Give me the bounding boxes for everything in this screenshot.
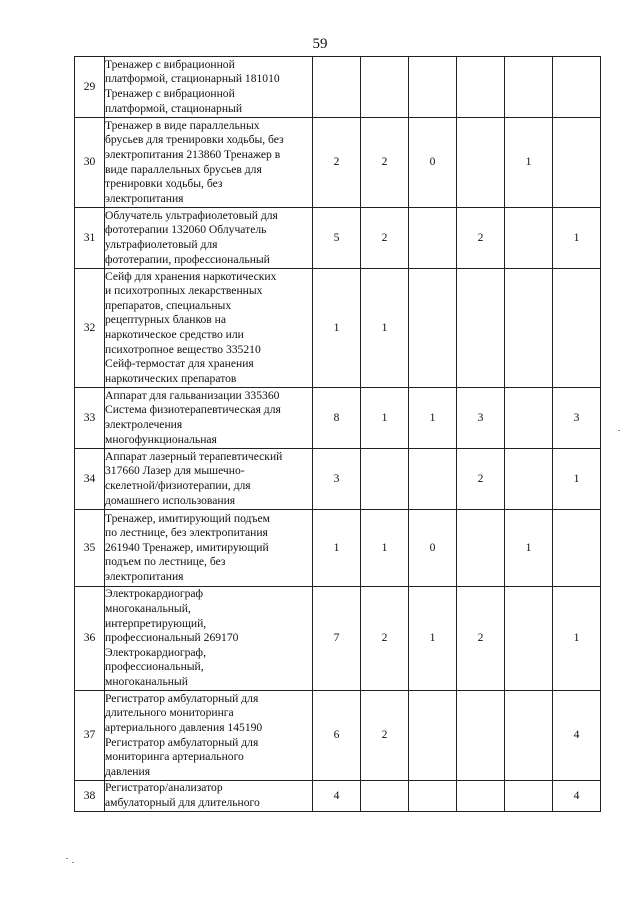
value-cell: 1 — [313, 510, 361, 587]
table-row — [75, 449, 601, 510]
value-cell: 1 — [409, 388, 457, 449]
value-cell: 8 — [313, 388, 361, 449]
table-row — [75, 269, 601, 388]
value-cell — [457, 57, 505, 118]
value-cell — [505, 57, 553, 118]
value-cell — [505, 449, 553, 510]
value-cell: 2 — [457, 587, 505, 691]
value-cell: 1 — [313, 269, 361, 388]
value-cell: 4 — [313, 781, 361, 812]
value-cell: 4 — [553, 691, 601, 781]
value-cell — [553, 57, 601, 118]
value-cell: 1 — [553, 449, 601, 510]
row-number: 37 — [75, 691, 105, 781]
item-description: Электрокардиограф многоканальный, интерпретирующий, профессиональный 269170 Электрокардиограф, профессиональный, многоканальный — [105, 587, 313, 691]
scan-speck — [66, 858, 68, 859]
value-cell — [361, 781, 409, 812]
item-description: Облучатель ультрафиолетовый для фототерапии 132060 Облучатель ультрафиолетовый для фототерапии, профессиональный — [105, 208, 313, 269]
value-cell — [505, 691, 553, 781]
item-description: Тренажер, имитирующий подъем по лестнице, без электропитания 261940 Тренажер, имитирующий подъем по лестнице, без электропитания — [105, 510, 313, 587]
value-cell — [553, 269, 601, 388]
table-row — [75, 587, 601, 691]
table-row — [75, 208, 601, 269]
item-description: Аппарат лазерный терапевтический 317660 Лазер для мышечно- скелетной/физиотерапии, для домашнего использования — [105, 449, 313, 510]
value-cell: 1 — [361, 510, 409, 587]
page-number: 59 — [312, 36, 328, 52]
value-cell — [409, 208, 457, 269]
item-description: Аппарат для гальванизации 335360 Система физиотерапевтическая для электролечения многофункциональная — [105, 388, 313, 449]
value-cell — [409, 691, 457, 781]
value-cell — [409, 269, 457, 388]
value-cell: 2 — [313, 118, 361, 208]
value-cell: 2 — [361, 587, 409, 691]
value-cell — [409, 781, 457, 812]
value-cell: 3 — [313, 449, 361, 510]
row-number: 33 — [75, 388, 105, 449]
value-cell — [361, 449, 409, 510]
value-cell: 7 — [313, 587, 361, 691]
value-cell: 3 — [457, 388, 505, 449]
value-cell: 1 — [553, 208, 601, 269]
row-number: 34 — [75, 449, 105, 510]
value-cell — [553, 510, 601, 587]
value-cell — [505, 388, 553, 449]
value-cell: 2 — [361, 118, 409, 208]
row-number: 31 — [75, 208, 105, 269]
row-number: 36 — [75, 587, 105, 691]
value-cell — [313, 57, 361, 118]
row-number: 35 — [75, 510, 105, 587]
value-cell — [457, 269, 505, 388]
item-description: Тренажер в виде параллельных брусьев для тренировки ходьбы, без электропитания 213860 Тренажер в виде параллельных брусьев для тренировки ходьбы, без электропитания — [105, 118, 313, 208]
value-cell: 1 — [505, 118, 553, 208]
row-number: 29 — [75, 57, 105, 118]
value-cell — [457, 510, 505, 587]
scan-speck — [72, 862, 74, 863]
item-description: Сейф для хранения наркотических и психотропных лекарственных препаратов, специальных рецептурных бланков на наркотическое средство или психотропное вещество 335210 Сейф-термостат для хранения наркотических препаратов — [105, 269, 313, 388]
value-cell: 1 — [409, 587, 457, 691]
value-cell — [457, 691, 505, 781]
value-cell: 5 — [313, 208, 361, 269]
value-cell: 0 — [409, 118, 457, 208]
value-cell — [361, 57, 409, 118]
value-cell — [505, 587, 553, 691]
scan-speck — [618, 430, 620, 431]
value-cell: 1 — [553, 587, 601, 691]
value-cell — [457, 118, 505, 208]
table-row — [75, 57, 601, 118]
value-cell: 0 — [409, 510, 457, 587]
row-number: 30 — [75, 118, 105, 208]
table-row — [75, 691, 601, 781]
value-cell: 2 — [361, 691, 409, 781]
row-number: 38 — [75, 781, 105, 812]
value-cell: 1 — [505, 510, 553, 587]
value-cell — [505, 781, 553, 812]
value-cell — [409, 449, 457, 510]
value-cell — [553, 118, 601, 208]
equipment-table — [74, 56, 601, 812]
row-number: 32 — [75, 269, 105, 388]
item-description: Тренажер с вибрационной платформой, стационарный 181010 Тренажер с вибрационной платформой, стационарный — [105, 57, 313, 118]
value-cell — [409, 57, 457, 118]
value-cell: 2 — [361, 208, 409, 269]
item-description: Регистратор амбулаторный для длительного мониторинга артериального давления 145190 Регистратор амбулаторный для мониторинга артериального давления — [105, 691, 313, 781]
value-cell — [505, 208, 553, 269]
value-cell: 2 — [457, 208, 505, 269]
value-cell — [505, 269, 553, 388]
value-cell: 2 — [457, 449, 505, 510]
value-cell: 3 — [553, 388, 601, 449]
value-cell — [457, 781, 505, 812]
value-cell: 4 — [553, 781, 601, 812]
table-row — [75, 118, 601, 208]
value-cell: 6 — [313, 691, 361, 781]
table-row — [75, 510, 601, 587]
item-description: Регистратор/анализатор амбулаторный для длительного — [105, 781, 313, 812]
value-cell: 1 — [361, 388, 409, 449]
table-row — [75, 781, 601, 812]
table-row — [75, 388, 601, 449]
value-cell: 1 — [361, 269, 409, 388]
